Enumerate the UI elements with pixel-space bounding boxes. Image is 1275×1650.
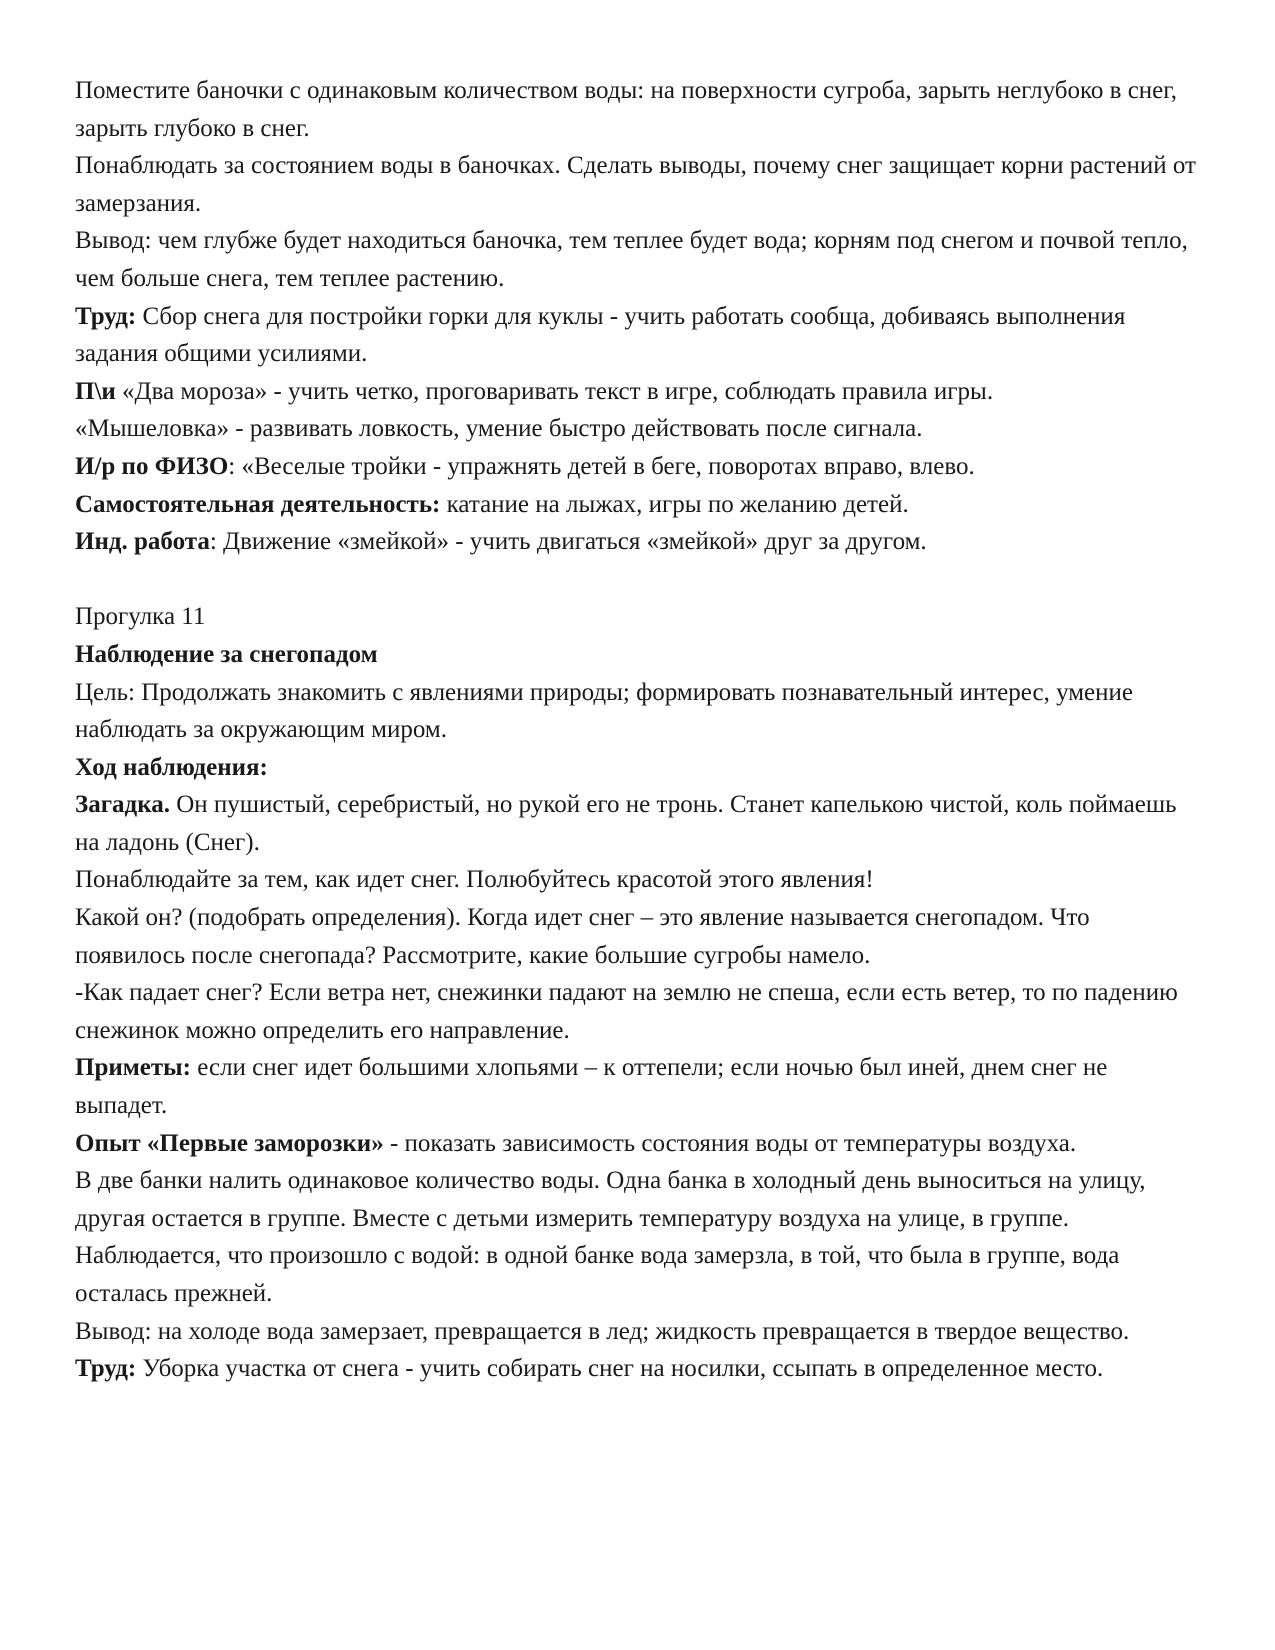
course-heading xyxy=(75,749,1205,787)
pe-label: И/р по ФИЗО xyxy=(75,452,229,480)
paragraph-labor-2 xyxy=(75,1350,1205,1388)
paragraph-goal: Цель: Продолжать знакомить с явлениями природы; формировать познавательный интерес, умение наблюдать за окружающим миром. xyxy=(75,678,1134,744)
paragraph-gap xyxy=(75,561,1205,599)
observation-heading-text: Наблюдение за снегопадом xyxy=(75,640,378,668)
document-body xyxy=(75,72,1205,1388)
paragraph-observe-snow: Понаблюдайте за тем, как идет снег. Полюбуйтесь красотой этого явления! xyxy=(75,866,874,894)
labor-label: Труд: xyxy=(75,302,137,330)
paragraph-riddle xyxy=(75,786,1205,861)
paragraph-jars-placement: Поместите баночки с одинаковым количеством воды: на поверхности сугроба, зарыть неглубоко в снег, зарыть глубоко в снег. xyxy=(75,77,1177,142)
riddle-text: Он пушистый, серебристый, но рукой его не тронь. Станет капелькою чистой, коль поймаешь на ладонь (Снег). xyxy=(75,791,1177,856)
paragraph-mousetrap-game: «Мышеловка» - развивать ловкость, умение быстро действовать после сигнала. xyxy=(75,415,923,443)
paragraph-conclusion-2: Вывод: на холоде вода замерзает, превращается в лед; жидкость превращается в твердое вещество. xyxy=(75,1317,1130,1345)
paragraph-experiment xyxy=(75,1125,1205,1163)
experiment-label: Опыт «Первые заморозки» xyxy=(75,1129,384,1157)
observation-heading xyxy=(75,636,1205,674)
labor-text: Сбор снега для постройки горки для куклы - учить работать сообща, добиваясь выполнения задания общими усилиями. xyxy=(75,302,1126,368)
individual-text: : Движение «змейкой» - учить двигаться «змейкой» друг за другом. xyxy=(209,528,927,556)
pe-text: : «Веселые тройки - упражнять детей в беге, поворотах вправо, влево. xyxy=(228,452,975,480)
paragraph-individual-work xyxy=(75,523,1205,561)
independent-label: Самостоятельная деятельность: xyxy=(75,490,441,518)
paragraph-signs xyxy=(75,1049,1205,1124)
signs-label: Приметы: xyxy=(75,1054,192,1082)
paragraph-conclusion-1: Вывод: чем глубже будет находиться баночка, тем теплее будет вода; корням под снегом и почвой тепло, чем больше снега, тем теплее растению. xyxy=(75,227,1188,292)
outdoor-games-text: «Два мороза» - учить четко, проговаривать текст в игре, соблюдать правила игры. xyxy=(115,377,994,405)
signs-text: если снег идет большими хлопьями – к оттепели; если ночью был иней, днем снег не выпадет. xyxy=(75,1054,1108,1120)
paragraph-outdoor-games xyxy=(75,373,1205,411)
experiment-text: - показать зависимость состояния воды от температуры воздуха. xyxy=(383,1129,1077,1157)
paragraph-independent-activity xyxy=(75,486,1205,524)
paragraph-two-jars: В две банки налить одинаковое количество воды. Одна банка в холодный день выноситься на улицу, другая остается в группе. Вместе с детьми измерить температуру воздуха на улице, в группе. Наблюдается, что произошло с водой: в одной банке вода замерзла, в той, что была в группе, вода осталась прежней. xyxy=(75,1167,1146,1307)
walk-title: Прогулка 11 xyxy=(75,603,206,631)
outdoor-games-label: П\и xyxy=(75,377,116,405)
paragraph-pe-individual xyxy=(75,448,1205,486)
labor-2-text: Уборка участка от снега - учить собирать снег на носилки, ссыпать в определенное место. xyxy=(136,1355,1104,1383)
riddle-label: Загадка. xyxy=(75,791,170,819)
independent-text: катание на лыжах, игры по желанию детей. xyxy=(440,490,909,518)
paragraph-how-snow-falls: -Как падает снег? Если ветра нет, снежинки падают на землю не спеша, если есть ветер, то по падению снежинок можно определить его направление. xyxy=(75,979,1178,1044)
paragraph-what-is-it: Какой он? (подобрать определения). Когда идет снег – это явление называется снегопадом. Что появилось после снегопада? Рассмотрите, какие большие сугробы намело. xyxy=(75,904,1090,969)
course-heading-text: Ход наблюдения: xyxy=(75,753,268,781)
labor-2-label: Труд: xyxy=(75,1355,137,1383)
paragraph-observe-water: Понаблюдать за состоянием воды в баночках. Сделать выводы, почему снег защищает корни растений от замерзания. xyxy=(75,152,1196,217)
paragraph-labor-1 xyxy=(75,298,1205,373)
individual-label: Инд. работа xyxy=(75,528,210,556)
